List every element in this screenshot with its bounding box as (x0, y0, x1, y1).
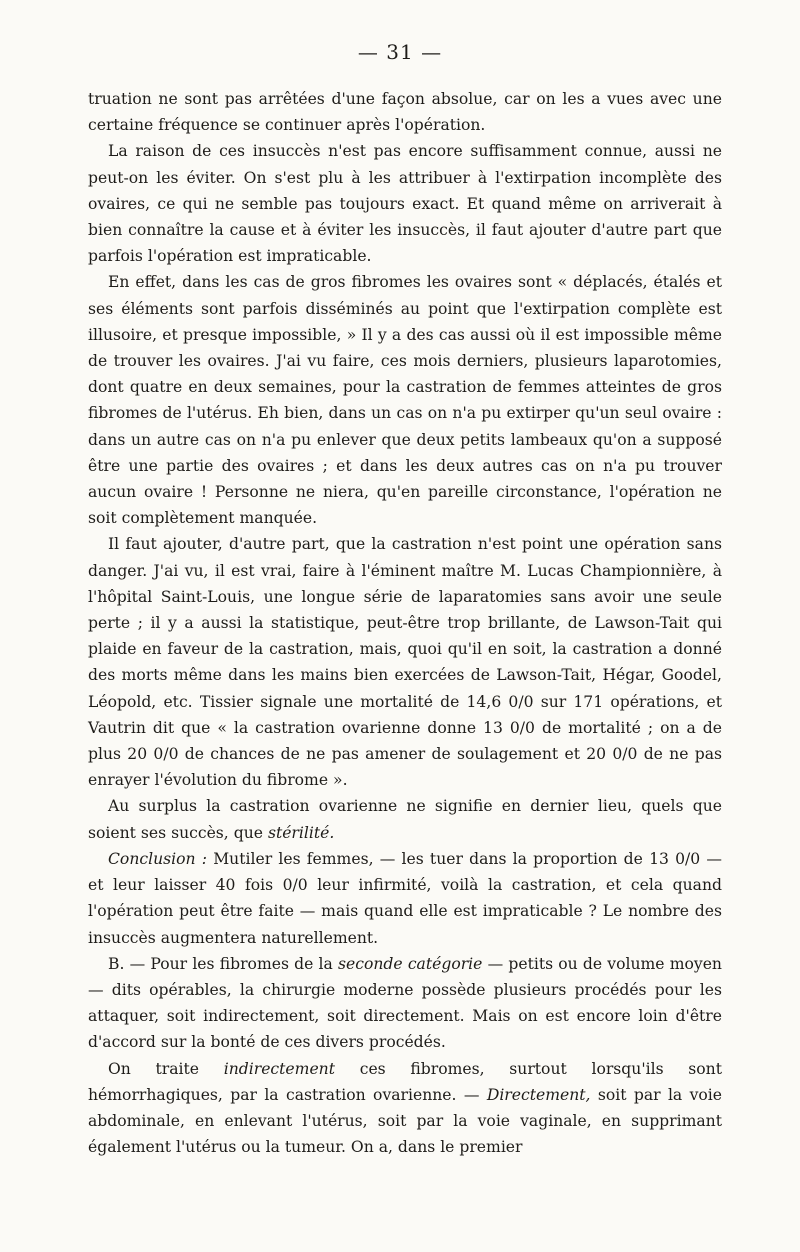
paragraph-seconde-categorie (88, 951, 722, 1056)
traitement-direct: Directement, (486, 1085, 591, 1104)
paragraph-mortalite: Il faut ajouter, d'autre part, que la castration n'est point une opération sans danger. J'ai vu, il est vrai, faire à l'éminent maître M. Lucas Championnière, à l'hôpital Saint-Louis, une longue série de laparatomies sans avoir une seule perte ; il y a aussi la statistique, peut-être trop brillante, de Lawson-Tait qui plaide en faveur de la castration, mais, quoi qu'il en soit, la castration a donné des morts même dans les mains bien exercées de Lawson-Tait, Hégar, Goodel, Léopold, etc. Tissier signale une mortalité de 14,6 0/0 sur 171 opérations, et Vautrin dit que « la castration ovarienne donne 13 0/0 de mortalité ; on a de plus 20 0/0 de chances de ne pas amener de soulagement et 20 0/0 de ne pas enrayer l'évolution du fibrome ». (88, 535, 722, 790)
sterilite-text: Au surplus la castration ovarienne ne signifie en dernier lieu, quels que soient ses succès, que (88, 797, 722, 842)
paragraph-conclusion (88, 846, 722, 951)
traitement-indirect: indirectement (223, 1059, 335, 1078)
seconde-categorie-intro: B. — Pour les fibromes de la (108, 954, 339, 973)
seconde-categorie-emphasis: seconde catégorie (338, 954, 483, 973)
traitement-middle: ces fibromes, surtout lorsqu'ils sont hémorrhagiques, par la castration ovarienne. — (88, 1059, 722, 1104)
seconde-categorie-text: — petits ou de volume moyen — dits opérables, la chirurgie moderne possède plusieurs procédés pour les attaquer, soit indirectement, soit directement. Mais on est encore loin d'être d'accord sur la bonté de ces divers procédés. (88, 954, 722, 1052)
paragraph-traitement (88, 1056, 722, 1161)
paragraph-sterilite (88, 793, 722, 845)
sterilite-emphasis: stérilité. (267, 823, 335, 842)
traitement-intro: On traite (108, 1059, 224, 1078)
conclusion-label: Conclusion : (108, 849, 208, 868)
paragraph-insucces-cause: La raison de ces insuccès n'est pas encore suffisamment connue, aussi ne peut-on les éviter. On s'est plu à les attribuer à l'extirpation incomplète des ovaires, ce qui ne semble pas toujours exact. Et quand même on arriverait à bien connaître la cause et à éviter les insuccès, il faut ajouter d'autre part que parfois l'opération est impraticable. (88, 142, 722, 266)
paragraph-continuation: truation ne sont pas arrêtées d'une façon absolue, car on les a vues avec une certaine fréquence se continuer après l'opération. (88, 90, 722, 135)
paragraph-gros-fibromes: En effet, dans les cas de gros fibromes les ovaires sont « déplacés, étalés et ses éléments sont parfois disséminés au point que l'extirpation complète est illusoire, et presque impossible, » Il y a des cas aussi où il est impossible même de trouver les ovaires. J'ai vu faire, ces mois derniers, plusieurs laparotomies, dont quatre en deux semaines, pour la castration de femmes atteintes de gros fibromes de l'utérus. Eh bien, dans un cas on n'a pu extirper qu'un seul ovaire : dans un autre cas on n'a pu enlever que deux petits lambeaux qu'on a supposé être une partie des ovaires ; et dans les deux autres cas on n'a pu trouver aucun ovaire ! Personne ne niera, qu'en pareille circonstance, l'opération ne soit complètement manquée. (88, 273, 722, 528)
body-text (88, 86, 722, 1160)
conclusion-text: Mutiler les femmes, — les tuer dans la proportion de 13 0/0 — et leur laisser 40 fois 0/0 leur infirmité, voilà la castration, et cela quand l'opération peut être faite — mais quand elle est impraticable ? Le nombre des insuccès augmentera naturellement. (88, 849, 723, 947)
page-number: — 31 — (357, 40, 443, 64)
traitement-text: soit par la voie abdominale, en enlevant l'utérus, soit par la voie vaginale, en supprimant également l'utérus ou la tumeur. On a, dans le premier (88, 1085, 723, 1157)
